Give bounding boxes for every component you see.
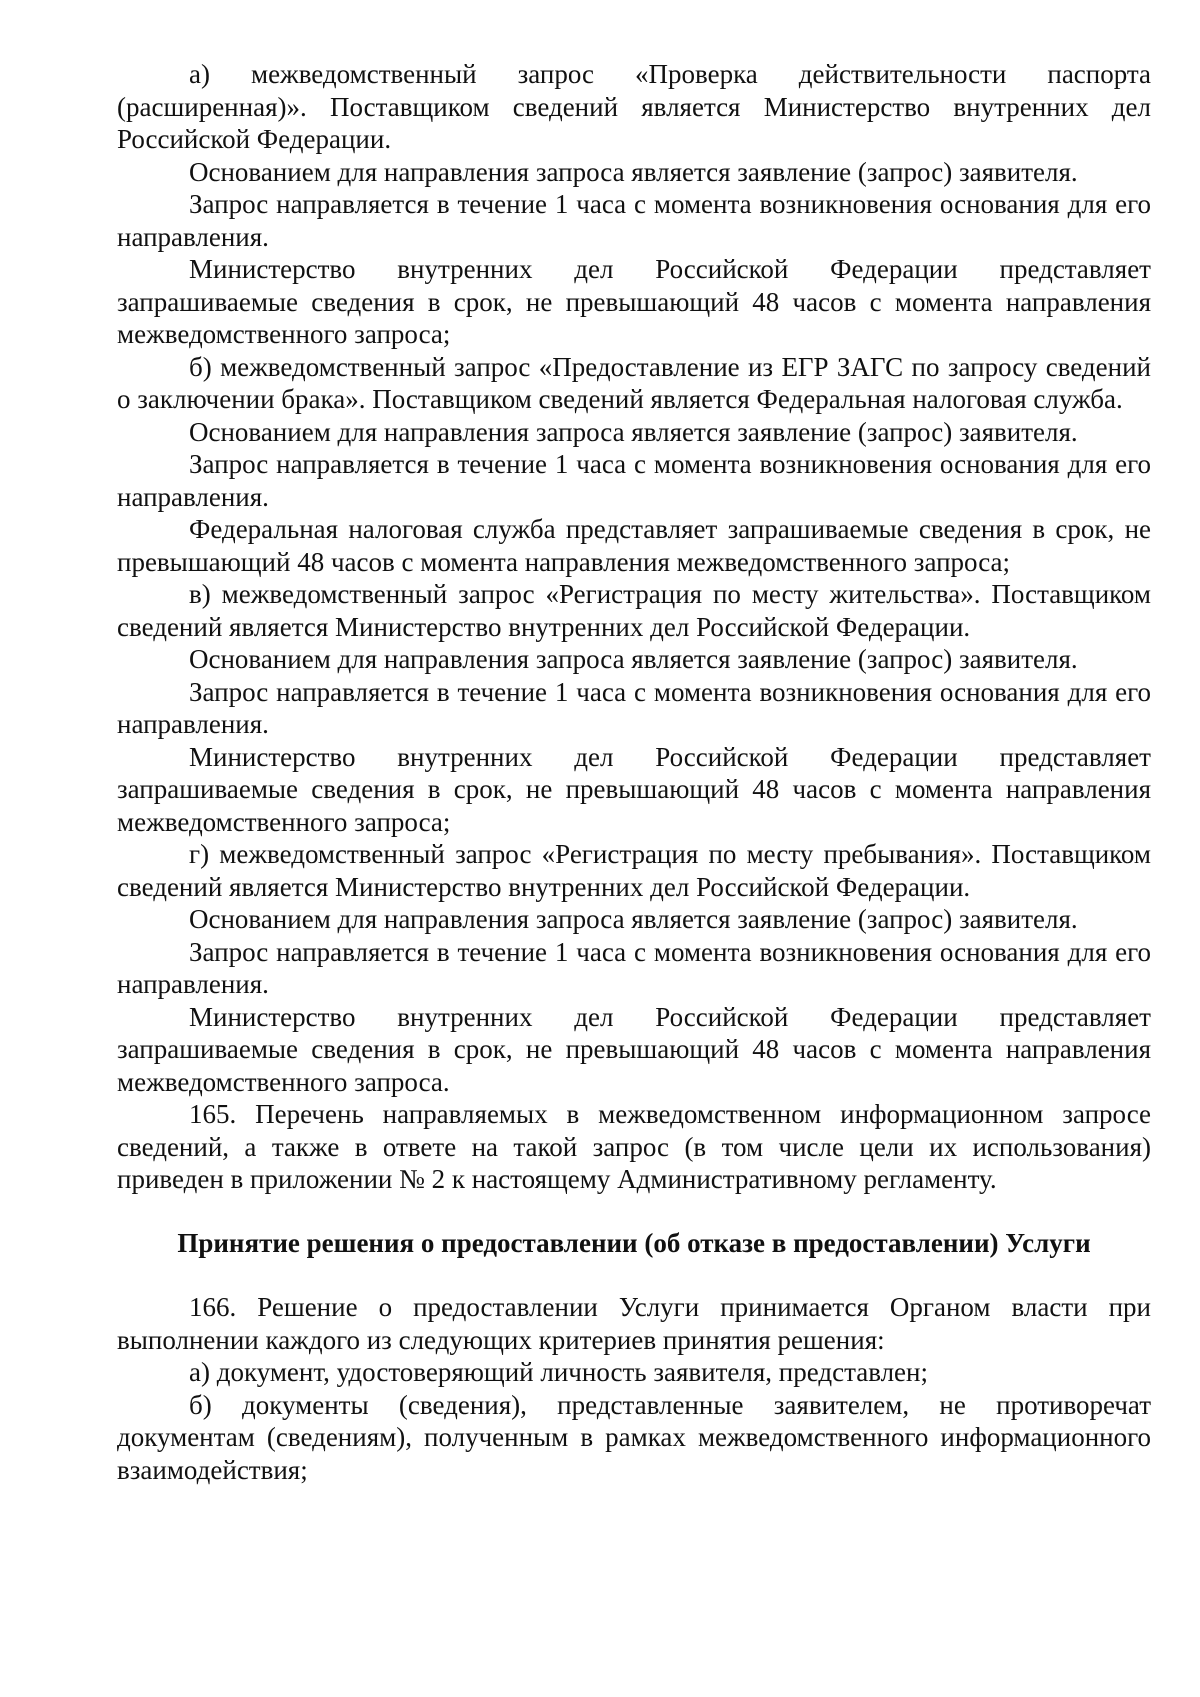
paragraph: в) межведомственный запрос «Регистрация по месту жительства». Поставщиком сведений является Министерство внутренних дел Российской Федерации. xyxy=(117,579,1151,642)
paragraph: Запрос направляется в течение 1 часа с момента возникновения основания для его направления. xyxy=(117,189,1151,252)
paragraph: Основанием для направления запроса является заявление (запрос) заявителя. xyxy=(189,416,1078,447)
paragraph: а) документ, удостоверяющий личность заявителя, представлен; xyxy=(189,1357,928,1387)
paragraph: Запрос направляется в течение 1 часа с момента возникновения основания для его направления. xyxy=(117,676,1151,739)
paragraph: Федеральная налоговая служба представляет запрашиваемые сведения в срок, не превышающий 48 часов с момента направления межведомственного запроса; xyxy=(117,514,1151,577)
paragraph: Основанием для направления запроса является заявление (запрос) заявителя. xyxy=(189,644,1078,674)
paragraph: 166. Решение о предоставлении Услуги принимается Органом власти при выполнении каждого из следующих критериев принятия решения: xyxy=(117,1292,1151,1355)
paragraph: Министерство внутренних дел Российской Федерации представляет запрашиваемые сведения в срок, не превышающий 48 часов с момента направления межведомственного запроса; xyxy=(117,741,1151,837)
paragraph: а) межведомственный запрос «Проверка действительности паспорта (расширенная)». Поставщиком сведений является Министерство внутренних дел Российской Федерации. xyxy=(117,59,1151,154)
paragraphs-after-heading xyxy=(117,1291,1151,1486)
paragraph: Основанием для направления запроса является заявление (запрос) заявителя. xyxy=(189,904,1078,934)
paragraphs-before-heading xyxy=(117,58,1151,1196)
paragraph: г) межведомственный запрос «Регистрация по месту пребывания». Поставщиком сведений является Министерство внутренних дел Российской Федерации. xyxy=(117,839,1151,902)
paragraph: Запрос направляется в течение 1 часа с момента возникновения основания для его направления. xyxy=(117,936,1151,999)
paragraph: 165. Перечень направляемых в межведомственном информационном запросе сведений, а также в ответе на такой запрос (в том числе цели их использования) приведен в приложении № 2 к настоящему Административному регламенту. xyxy=(117,1099,1151,1194)
paragraph: Министерство внутренних дел Российской Федерации представляет запрашиваемые сведения в срок, не превышающий 48 часов с момента направления межведомственного запроса; xyxy=(117,254,1151,349)
document-body xyxy=(117,58,1151,1486)
paragraph: б) документы (сведения), представленные заявителем, не противоречат документам (сведениям), полученным в рамках межведомственного информационного взаимодействия; xyxy=(117,1389,1151,1485)
section-heading: Принятие решения о предоставлении (об отказе в предоставлении) Услуги xyxy=(177,1227,1091,1258)
paragraph: б) межведомственный запрос «Предоставление из ЕГР ЗАГС по запросу сведений о заключении брака». Поставщиком сведений является Федеральная налоговая служба. xyxy=(117,351,1151,414)
paragraph: Министерство внутренних дел Российской Федерации представляет запрашиваемые сведения в срок, не превышающий 48 часов с момента направления межведомственного запроса. xyxy=(117,1001,1151,1097)
paragraph: Основанием для направления запроса является заявление (запрос) заявителя. xyxy=(189,156,1078,187)
paragraph: Запрос направляется в течение 1 часа с момента возникновения основания для его направления. xyxy=(117,449,1151,512)
